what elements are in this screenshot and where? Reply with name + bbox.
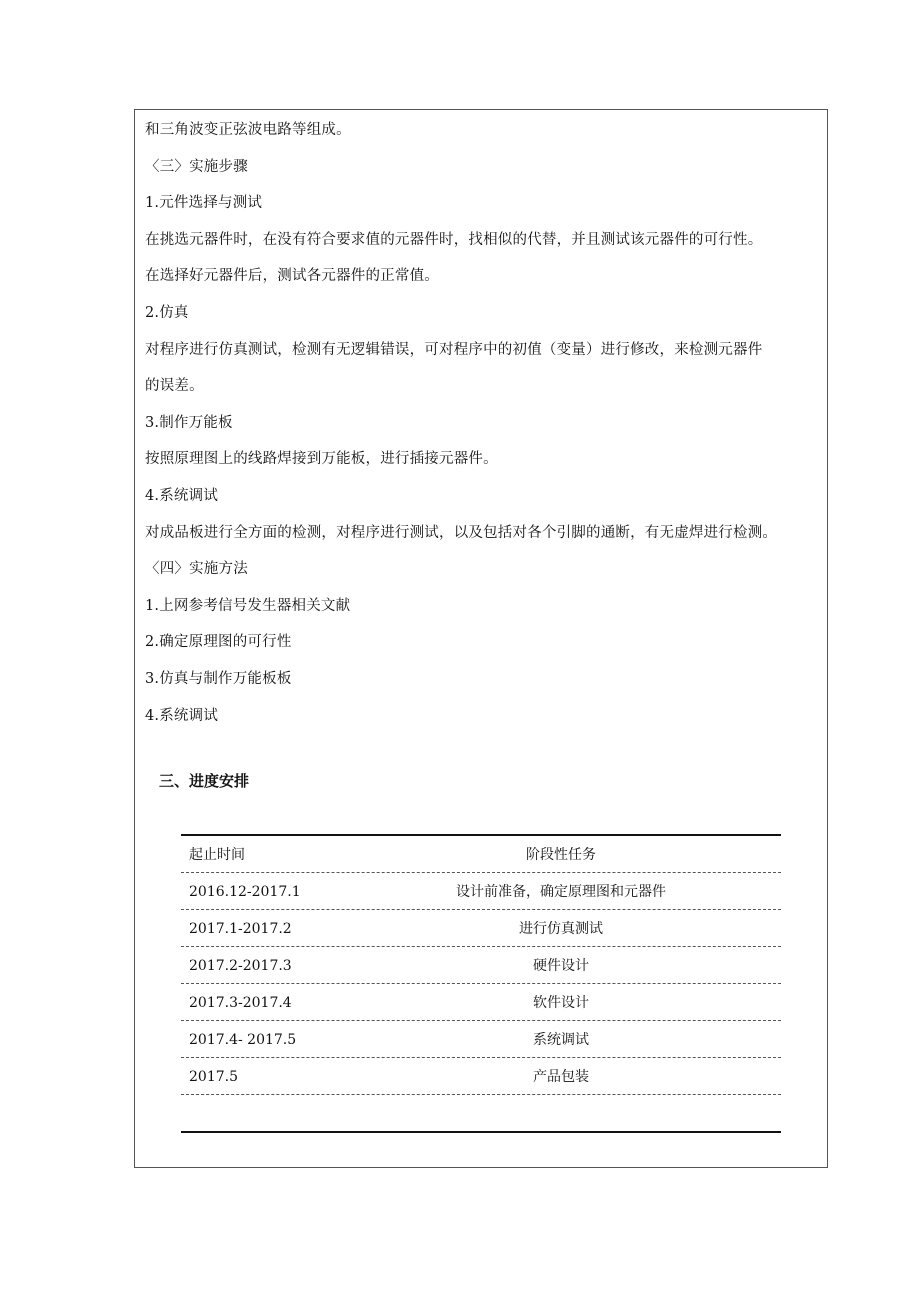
- method-item: 2.确定原理图的可行性: [145, 634, 292, 651]
- text-line: 在选择好元器件后，测试各元器件的正常值。: [145, 268, 439, 285]
- table-row: [181, 1058, 781, 1095]
- text-line: 对程序进行仿真测试，检测有无逻辑错误，可对程序中的初值（变量）进行修改，来检测元器件: [145, 341, 763, 358]
- method-item: 1.上网参考信号发生器相关文献: [145, 597, 351, 614]
- text-line: 和三角波变正弦波电路等组成。: [145, 122, 351, 138]
- table-bottom-rule: [181, 1131, 781, 1133]
- row-task: 设计前准备，确定原理图和元器件: [456, 884, 666, 900]
- subsection-heading: 〈四〉实施方法: [145, 561, 248, 578]
- row-task: 软件设计: [533, 995, 589, 1011]
- document-frame: [134, 109, 828, 1168]
- row-task: 系统调试: [533, 1032, 589, 1048]
- table-row: [181, 910, 781, 947]
- method-item: 4.系统调试: [145, 707, 219, 724]
- method-item: 3.仿真与制作万能板板: [145, 670, 292, 687]
- row-task: 产品包装: [533, 1069, 589, 1085]
- table-row: [181, 873, 781, 910]
- text-line: 的误差。: [145, 378, 204, 395]
- schedule-table: [181, 834, 781, 1133]
- row-time: 2017.1-2017.2: [189, 921, 292, 937]
- row-time: 2017.4- 2017.5: [189, 1032, 297, 1048]
- row-task: 硬件设计: [533, 958, 589, 974]
- subsection-heading: 〈三〉实施步骤: [145, 158, 248, 175]
- step-heading: 3.制作万能板: [145, 414, 233, 431]
- step-heading: 4.系统调试: [145, 487, 219, 504]
- row-task: 进行仿真测试: [519, 921, 603, 937]
- table-row: [181, 1021, 781, 1058]
- text-line: 按照原理图上的线路焊接到万能板，进行插接元器件。: [145, 451, 498, 468]
- row-time: 2017.3-2017.4: [189, 995, 292, 1011]
- text-line: 对成品板进行全方面的检测，对程序进行测试，以及包括对各个引脚的通断，有无虚焊进行检测。: [145, 524, 778, 541]
- row-time: 2016.12-2017.1: [189, 884, 301, 900]
- header-time: 起止时间: [189, 847, 245, 863]
- step-heading: 2.仿真: [145, 304, 189, 321]
- step-heading: 1.元件选择与测试: [145, 195, 263, 212]
- table-row: [181, 984, 781, 1021]
- header-task: 阶段性任务: [526, 847, 596, 863]
- row-time: 2017.2-2017.3: [189, 958, 292, 974]
- text-line: 在挑选元器件时，在没有符合要求值的元器件时，找相似的代替，并且测试该元器件的可行性。: [145, 231, 763, 248]
- table-header-row: [181, 836, 781, 873]
- section-title: 三、进度安排: [159, 772, 250, 790]
- table-row: [181, 947, 781, 984]
- body-text: [145, 117, 823, 739]
- row-time: 2017.5: [189, 1069, 238, 1085]
